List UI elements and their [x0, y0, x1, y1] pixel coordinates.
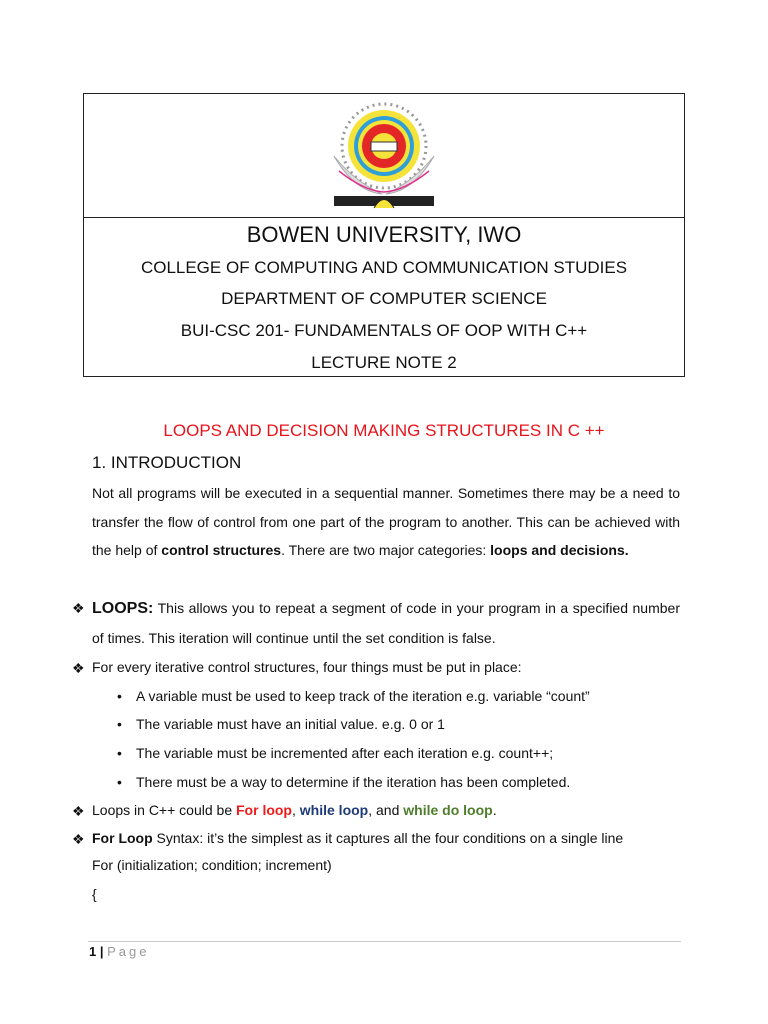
diamond-bullet-icon: ❖	[72, 831, 85, 847]
document-heading: LOOPS AND DECISION MAKING STRUCTURES IN C ++	[163, 421, 605, 440]
footer-divider	[88, 941, 681, 942]
list-item: A variable must be used to keep track of the iteration e.g. variable “count”	[136, 688, 590, 704]
page-number: 1	[89, 944, 97, 959]
title-block	[83, 217, 685, 377]
university-name: BOWEN UNIVERSITY, IWO	[246, 222, 522, 247]
for-loop-syntax: For (initialization; condition; increment)	[92, 857, 332, 873]
list-item: The variable must have an initial value. e.g. 0 or 1	[136, 716, 445, 732]
text: , and	[368, 802, 404, 818]
bullet-icon: •	[117, 688, 122, 704]
intro-paragraph	[92, 479, 680, 565]
loops-types-paragraph	[92, 796, 680, 825]
iterative-paragraph: For every iterative control structures, four things must be put in place:	[92, 659, 522, 675]
for-loop-paragraph	[92, 824, 680, 853]
department-name: DEPARTMENT OF COMPUTER SCIENCE	[221, 289, 547, 308]
open-brace: {	[92, 886, 97, 902]
bullet-icon: •	[117, 774, 122, 790]
loops-label: LOOPS:	[92, 600, 154, 617]
bullet-icon: •	[117, 745, 122, 761]
lecture-note: LECTURE NOTE 2	[311, 353, 457, 372]
do-while-loop-term: while do loop	[403, 802, 493, 818]
footer-separator: |	[96, 944, 108, 959]
text: Loops in C++ could be	[92, 802, 236, 818]
for-loop-label: For Loop	[92, 830, 153, 846]
while-loop-term: while loop	[299, 802, 369, 818]
course-title: BUI-CSC 201- FUNDAMENTALS OF OOP WITH C++	[180, 321, 588, 340]
intro-bold-control: control structures	[161, 542, 282, 558]
bullet-icon: •	[117, 716, 122, 732]
intro-text-2: . There are two major categories:	[281, 542, 491, 558]
list-item: There must be a way to determine if the iteration has been completed.	[136, 774, 571, 790]
intro-bold-loops: loops and decisions.	[490, 542, 629, 558]
college-name: COLLEGE OF COMPUTING AND COMMUNICATION STUDIES	[140, 258, 628, 277]
page-label: Page	[107, 944, 150, 959]
diamond-bullet-icon: ❖	[72, 803, 85, 819]
loops-text: This allows you to repeat a segment of code in your program in a specified number of times. This iteration will continue until the set condition is false.	[92, 600, 680, 646]
university-crest-logo	[324, 96, 444, 214]
text: .	[492, 802, 497, 818]
loops-paragraph	[92, 594, 680, 652]
text: ,	[292, 802, 300, 818]
page-footer	[89, 944, 149, 959]
for-loop-text: Syntax: it’s the simplest as it captures all the four conditions on a single line	[152, 830, 624, 846]
list-item: The variable must be incremented after each iteration e.g. count++;	[136, 745, 554, 761]
diamond-bullet-icon: ❖	[72, 600, 85, 616]
intro-text: Not all programs will be executed in a sequential manner. Sometimes there may be a need to transfer the flow of control from one part of the program to another. This can be achieved with the help of	[92, 485, 680, 558]
for-loop-term: For loop	[236, 802, 292, 818]
logo-box	[83, 93, 685, 218]
section-heading: 1. INTRODUCTION	[92, 453, 242, 472]
diamond-bullet-icon: ❖	[72, 660, 85, 676]
